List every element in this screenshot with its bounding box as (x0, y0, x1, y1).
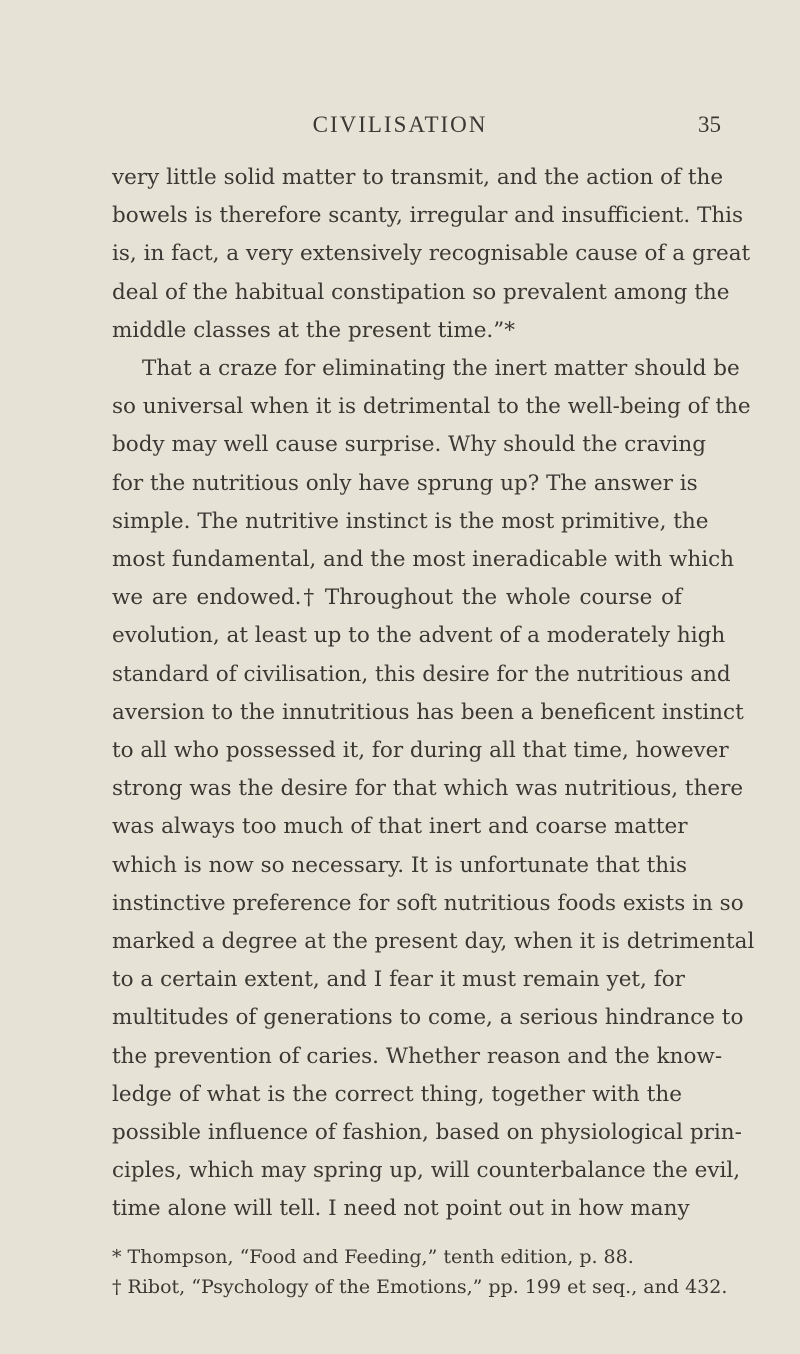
text-line: possible influence of fashion, based on physiological prin- (112, 1120, 742, 1145)
text-line: middle classes at the present time.”* (112, 317, 515, 343)
text-line: time alone will tell. I need not point out in how many (112, 1196, 690, 1222)
text-line: which is now so necessary. It is unfortunate that this (112, 852, 687, 878)
text-line: was always too much of that inert and coarse matter (112, 814, 688, 840)
text-line: simple. The nutritive instinct is the most primitive, the (112, 508, 709, 534)
text-line: strong was the desire for that which was nutritious, there (112, 776, 744, 802)
text-line: That a craze for eliminating the inert matter should be (142, 356, 740, 381)
text-line: instinctive preference for soft nutritious foods exists in so (112, 890, 744, 916)
text-line: the prevention of caries. Whether reason and the know- (112, 1043, 723, 1069)
text-line: to a certain extent, and I fear it must remain yet, for (112, 967, 685, 993)
text-line: very little solid matter to transmit, and the action of the (112, 165, 724, 190)
text-line: ledge of what is the correct thing, together with the (112, 1081, 682, 1107)
text-line: evolution, at least up to the advent of a moderately high (112, 623, 726, 649)
text-line: bowels is therefore scanty, irregular and insufficient. This (112, 203, 744, 229)
text-line: standard of civilisation, this desire for the nutritious and (112, 661, 731, 687)
text-line: to all who possessed it, for during all that time, however (112, 738, 729, 763)
text-line: aversion to the innutritious has been a beneficent instinct (112, 699, 744, 725)
text-line: most fundamental, and the most ineradicable with which (112, 547, 735, 572)
text-line: is, in fact, a very extensively recognisable cause of a great (112, 241, 751, 267)
text-line: for the nutritious only have sprung up? The answer is (112, 470, 698, 496)
footnote: † Ribot, “Psychology of the Emotions,” pp. 199 et seq., and 432. (112, 1276, 728, 1299)
text-line: so universal when it is detrimental to the well-being of the (112, 394, 751, 420)
page-number: 35 (698, 112, 721, 137)
text-line: ciples, which may spring up, will counterbalance the evil, (112, 1158, 741, 1184)
text-line: marked a degree at the present day, when it is detrimental (112, 929, 755, 954)
footnote: * Thompson, “Food and Feeding,” tenth edition, p. 88. (112, 1246, 634, 1269)
running-title: CIVILISATION (312, 112, 488, 137)
running-head (0, 112, 800, 148)
text-line: multitudes of generations to come, a serious hindrance to (112, 1005, 744, 1031)
text-line: we are endowed.† Throughout the whole course of (112, 585, 682, 611)
text-line: deal of the habitual constipation so prevalent among the (112, 279, 730, 305)
text-line: body may well cause surprise. Why should the craving (112, 432, 707, 458)
